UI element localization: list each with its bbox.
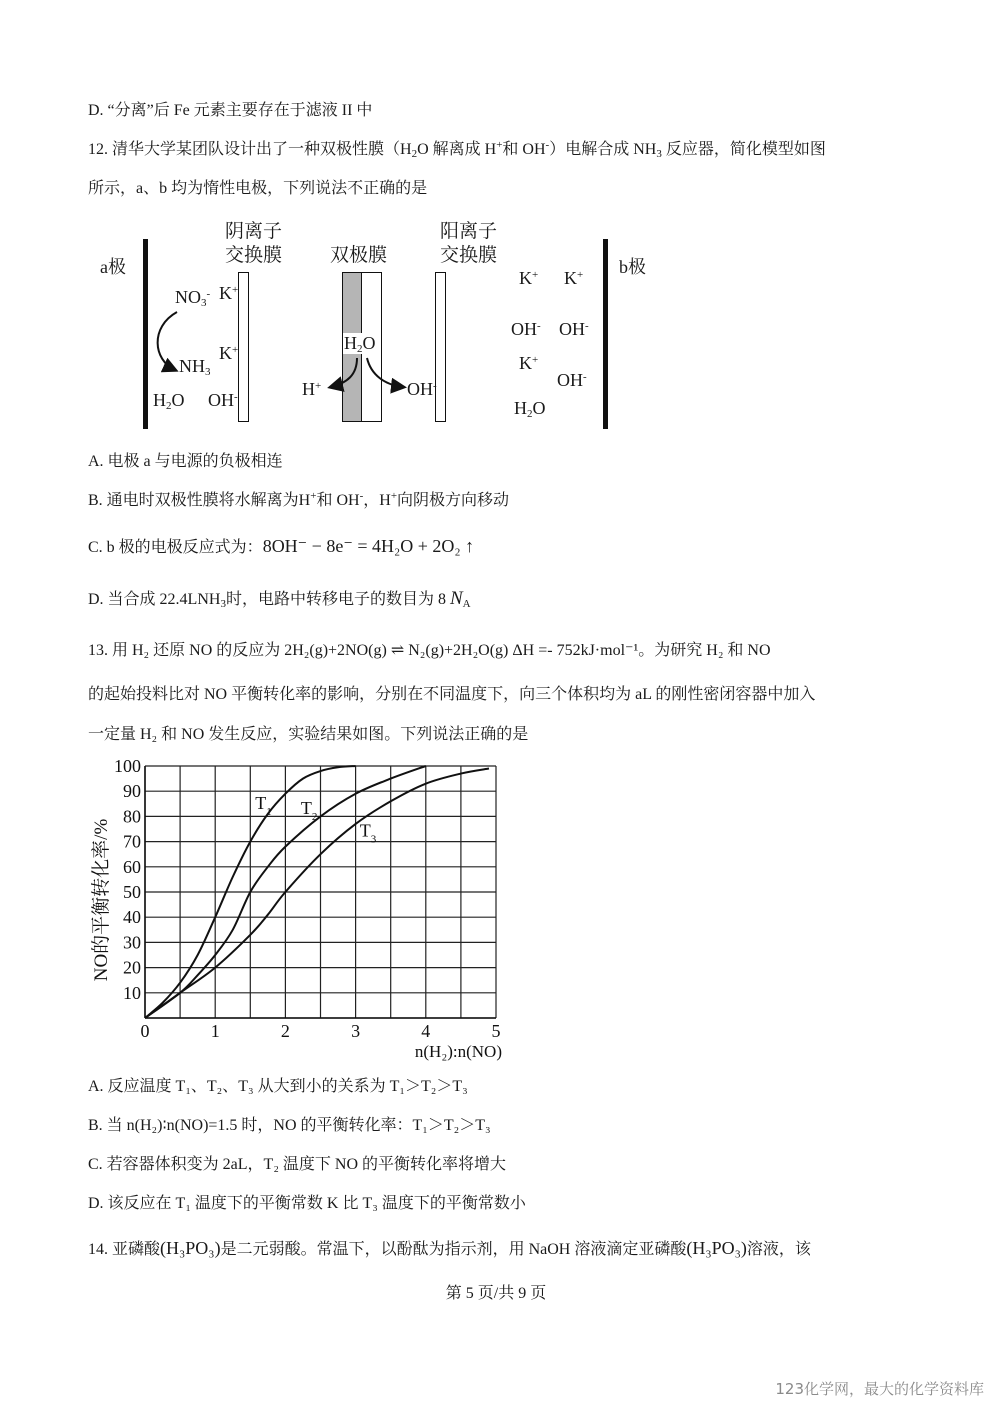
x-tick-label: 5 — [491, 1021, 501, 1041]
option-part: ，H — [363, 492, 391, 509]
series-label-t3: T — [359, 820, 371, 841]
y-tick-label: 60 — [123, 856, 141, 877]
formula: (H₃PO₃) — [160, 1238, 221, 1258]
y-tick-label: 70 — [123, 831, 141, 852]
caption-line: 交换膜 — [225, 245, 283, 266]
y-tick-label: 30 — [123, 932, 141, 953]
option-part: 和 OH — [316, 492, 360, 509]
y-tick-label: 50 — [123, 882, 141, 902]
species-water: $H_2O$ — [153, 390, 185, 412]
electrode-equation: 8OH⁻ − 8e⁻ = 4H₂O + 2O₂ ↑ — [262, 536, 475, 556]
q13-option-d: D. 该反应在 T₁ 温度下的平衡常数 K 比 T₃ 温度下的平衡常数小 — [88, 1195, 526, 1212]
q14-stem — [88, 1238, 811, 1260]
species-hydroxide: OH- — [559, 319, 589, 339]
q12-stem-part: 和 OH — [502, 141, 546, 158]
species-hydroxide-bipolar: OH- — [407, 379, 437, 399]
q13-option-a: A. 反应温度 T₁、T₂、T₃ 从大到小的关系为 T₁＞T₂＞T₃ — [88, 1078, 468, 1095]
watermark: 123化学网，最大的化学资料库 — [775, 1380, 984, 1398]
q12-stem-part: 12. 清华大学某团队设计出了一种双极性膜（H — [88, 141, 412, 158]
species-ammonia: $NH_3$ — [179, 356, 211, 378]
option-part: D. 当合成 22.4LNH — [88, 591, 221, 608]
q13-option-b: B. 当 n(H₂)∶n(NO)=1.5 时，NO 的平衡转化率：T₁＞T₂＞T₃ — [88, 1117, 491, 1134]
species-hydroxide: OH- — [511, 319, 541, 339]
x-tick-label: 1 — [210, 1021, 220, 1041]
chart-svg — [85, 755, 525, 1065]
page-number: 第 5 页/共 9 页 — [445, 1285, 547, 1302]
q12-option-d: D. 当合成 $22.4LNH_3$时，电路中转移电子的数目为 8 $N_A$ — [88, 588, 471, 610]
series-label-t1: T — [255, 792, 267, 813]
q13-stem-line3: 一定量 H₂ 和 NO 发生反应，实验结果如图。下列说法正确的是 — [88, 726, 529, 743]
species-k-plus: K+ — [519, 353, 539, 373]
q13-stem-line2: 的起始投料比对 NO 平衡转化率的影响，分别在不同温度下，向三个体积均为 aL 的刚性密闭容器中加入 — [88, 686, 816, 703]
y-tick-label: 90 — [123, 781, 141, 802]
species-nitrate: $NO_3^-$ — [175, 287, 211, 309]
y-tick-label: 100 — [114, 756, 141, 776]
avogadro-symbol: N — [449, 588, 463, 609]
species-hydroxide: OH- — [557, 370, 587, 390]
series-label-sub: 2 — [311, 810, 318, 823]
caption-line: 阳离子 — [440, 221, 498, 242]
caption-line: 阴离子 — [225, 221, 283, 242]
x-tick-label: 0 — [140, 1021, 150, 1041]
q13-stem-line1: 13. 用 H₂ 还原 NO 的反应为 2H₂(g)+2NO(g) ⇌ N₂(g)+2H₂O(g) ΔH =- 752kJ·mol⁻¹。为研究 H₂ 和 NO — [88, 642, 771, 659]
caption-line: 交换膜 — [440, 245, 498, 266]
species-hydroxide: OH- — [208, 390, 238, 410]
y-tick-label: 80 — [123, 806, 141, 827]
x-tick-label: 3 — [351, 1021, 361, 1041]
species-k-plus: K+ — [219, 283, 239, 303]
x-tick-label: 2 — [280, 1021, 290, 1041]
h-plus-arrow — [331, 358, 357, 387]
q12-option-a: A. 电极 a 与电源的负极相连 — [88, 453, 283, 470]
nitrate-to-ammonia-arrow — [158, 312, 177, 370]
y-axis-label: NO的平衡转化率/% — [91, 818, 112, 982]
stem-part: 是二元弱酸。常温下，以酚酞为指示剂，用 NaOH 溶液滴定亚磷酸 — [220, 1241, 687, 1258]
q12-option-b: B. 通电时双极性膜将水解离为H+和 OH-，H+向阴极方向移动 — [88, 490, 510, 509]
formula: (H₃PO₃) — [686, 1238, 747, 1258]
species-k-plus: K+ — [564, 268, 584, 288]
conversion-chart — [85, 755, 525, 1065]
series-label-t2: T — [300, 797, 312, 818]
option-part: B. 通电时双极性膜将水解离为H — [88, 492, 311, 509]
q12-stem-line2: 所示，a、b 均为惰性电极，下列说法不正确的是 — [88, 180, 428, 197]
x-tick-label: 4 — [421, 1021, 431, 1041]
electrode-b-label: b极 — [619, 257, 646, 277]
y-tick-label: 20 — [123, 957, 141, 978]
species-water-bipolar: $H_2O$ — [344, 333, 376, 355]
bipolar-membrane-caption: 双极膜 — [330, 245, 388, 266]
q12-stem-part: O 解离成 H — [417, 141, 497, 158]
option-part: 向阴极方向移动 — [397, 492, 510, 509]
stem-part: 14. 亚磷酸 — [88, 1241, 161, 1258]
hydroxide-arrow — [367, 358, 403, 387]
stem-part: 溶液，该 — [746, 1241, 811, 1258]
species-k-plus: K+ — [519, 268, 539, 288]
q12-stem-part: 反应器，简化模型如图 — [661, 141, 826, 158]
q12-option-c — [88, 536, 474, 558]
species-k-plus: K+ — [219, 343, 239, 363]
series-label-sub: 1 — [266, 805, 272, 818]
q11-option-d: D. “分离”后 Fe 元素主要存在于滤液 II 中 — [88, 102, 373, 119]
q12-stem-part: ）电解合成 NH — [549, 141, 657, 158]
q13-option-c: C. 若容器体积变为 2aL，T₂ 温度下 NO 的平衡转化率将增大 — [88, 1156, 507, 1173]
species-h-plus: H+ — [302, 379, 322, 399]
series-label-sub: 3 — [370, 833, 377, 846]
electrode-a-label: a极 — [100, 257, 126, 277]
y-tick-label: 40 — [123, 907, 141, 928]
electrolysis-diagram — [95, 215, 675, 440]
option-part: C. b 极的电极反应式为： — [88, 539, 263, 556]
series-line-t3 — [145, 769, 489, 1018]
q12-stem-line1: 12. 清华大学某团队设计出了一种双极性膜（$H_2O$ 解离成 H+和 OH-）电解合成 $NH_3$ 反应器，简化模型如图 — [88, 139, 826, 160]
reaction-arrows — [95, 215, 675, 440]
y-tick-label: 10 — [123, 982, 141, 1003]
x-axis-label: n(H₂):n(NO) — [414, 1042, 502, 1061]
option-part: 时，电路中转移电子的数目为 8 — [225, 591, 450, 608]
avogadro-subscript: A — [462, 598, 471, 610]
species-water: $H_2O$ — [514, 398, 546, 420]
